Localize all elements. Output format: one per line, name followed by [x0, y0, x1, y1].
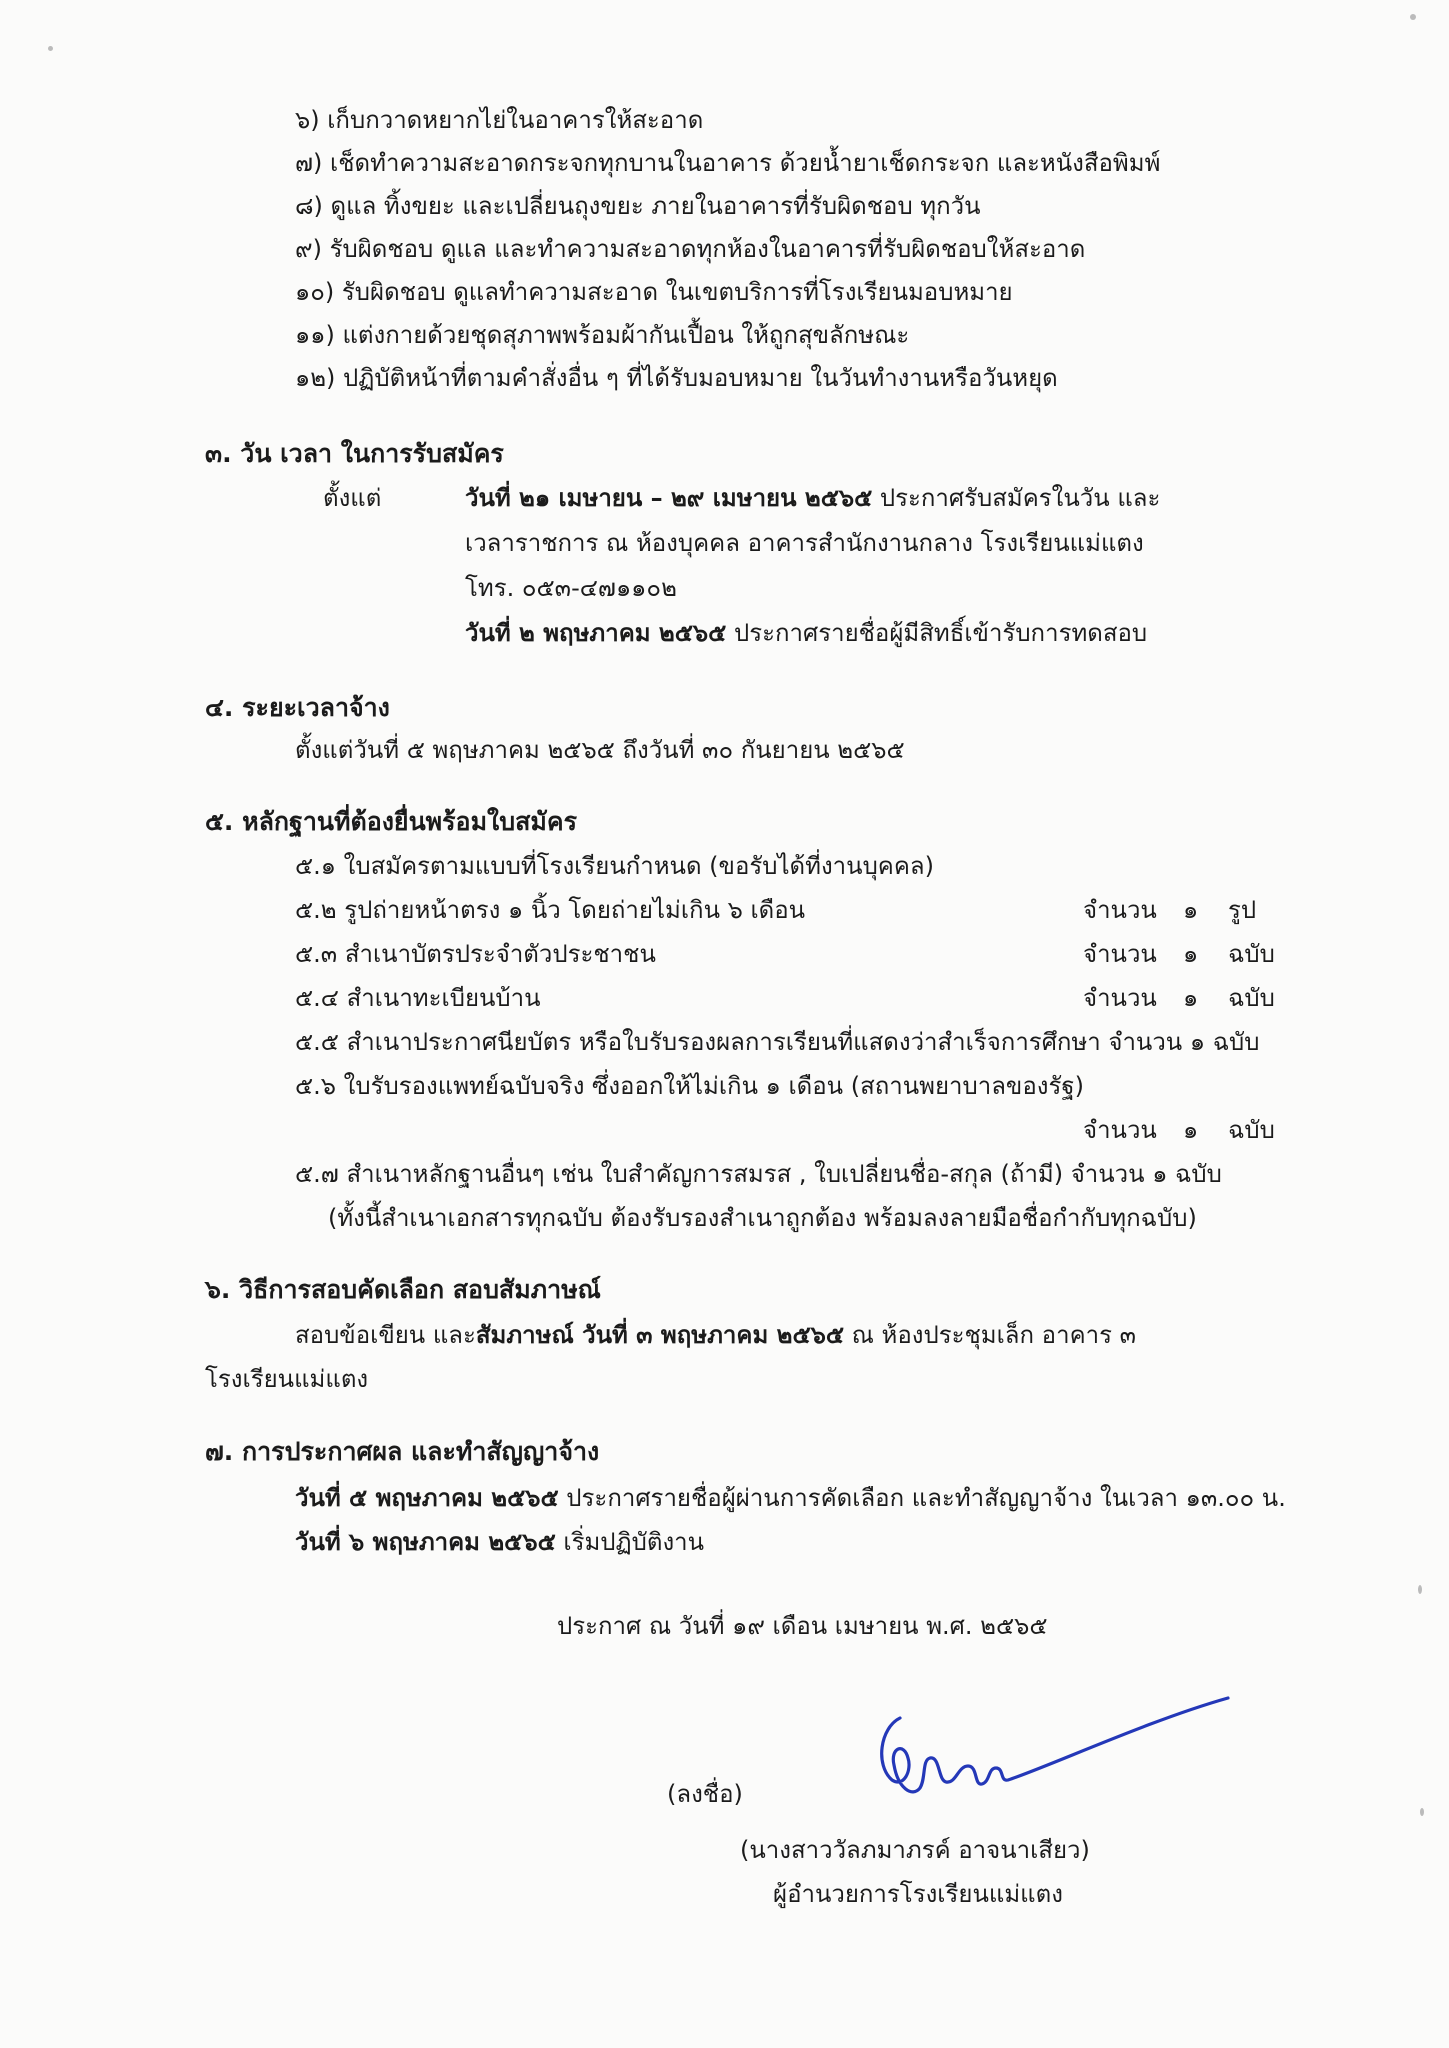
qty-num-5-6: ๑	[1183, 1116, 1199, 1144]
section5-heading: ๕. หลักฐานที่ต้องยื่นพร้อมใบสมัคร	[205, 807, 578, 836]
duty-7: ๗) เช็ดทำความสะอาดกระจกทุกบานในอาคาร ด้วยน้ำยาเช็ดกระจก และหนังสือพิมพ์	[295, 149, 1161, 177]
section6-heading: ๖. วิธีการสอบคัดเลือก สอบสัมภาษณ์	[205, 1275, 601, 1304]
section4-text: ตั้งแต่วันที่ ๕ พฤษภาคม ๒๕๖๕ ถึงวันที่ ๓๐ กันยายน ๒๕๖๕	[295, 736, 905, 764]
signature-stroke	[882, 1698, 1228, 1792]
section7-line2-text: เริ่มปฏิบัติงาน	[555, 1528, 705, 1556]
duty-10: ๑๐) รับผิดชอบ ดูแลทำความสะอาด ในเขตบริการที่โรงเรียนมอบหมาย	[295, 278, 1013, 306]
section3-date2	[465, 617, 1147, 649]
scan-speck	[1420, 1808, 1424, 1816]
doc-item-5-2: ๕.๒ รูปถ่ายหน้าตรง ๑ นิ้ว โดยถ่ายไม่เกิน ๖ เดือน	[295, 896, 806, 924]
doc-item-5-6: ๕.๖ ใบรับรองแพทย์ฉบับจริง ซึ่งออกให้ไม่เกิน ๑ เดือน (สถานพยาบาลของรัฐ)	[295, 1072, 1084, 1100]
duty-12: ๑๒) ปฏิบัติหน้าที่ตามคำสั่งอื่น ๆ ที่ได้รับมอบหมาย ในวันทำงานหรือวันหยุด	[295, 364, 1058, 392]
section3-date2-bold: วันที่ ๒ พฤษภาคม ๒๕๖๕	[465, 619, 727, 647]
section6-text-c: ณ ห้องประชุมเล็ก อาคาร ๓	[844, 1321, 1137, 1349]
section7-heading: ๗. การประกาศผล และทำสัญญาจ้าง	[205, 1437, 600, 1466]
section7-line2	[295, 1526, 704, 1558]
signer-name: (นางสาววัลภมาภรค์ อาจนาเสียว)	[740, 1836, 1090, 1864]
section4-heading: ๔. ระยะเวลาจ้าง	[205, 693, 390, 722]
qty-num-5-2: ๑	[1183, 896, 1199, 924]
doc-item-5-3: ๕.๓ สำเนาบัตรประจำตัวประชาชน	[295, 940, 656, 968]
section3-phone: โทร. ๐๕๓-๔๗๑๑๐๒	[465, 574, 677, 602]
section3-line2: เวลาราชการ ณ ห้องบุคคล อาคารสำนักงานกลาง โรงเรียนแม่แตง	[465, 529, 1144, 557]
qty-unit-5-6: ฉบับ	[1228, 1116, 1275, 1144]
doc-item-5-1: ๕.๑ ใบสมัครตามแบบที่โรงเรียนกำหนด (ขอรับได้ที่งานบุคคล)	[295, 852, 934, 880]
signature-image	[860, 1670, 1240, 1820]
section7-line1-bold: วันที่ ๕ พฤษภาคม ๒๕๖๕	[295, 1484, 559, 1512]
section7-line1-text: ประกาศรายชื่อผู้ผ่านการคัดเลือก และทำสัญญาจ้าง ในเวลา ๑๓.๐๐ น.	[558, 1484, 1286, 1512]
qty-unit-5-4: ฉบับ	[1228, 984, 1275, 1012]
qty-unit-5-3: ฉบับ	[1228, 940, 1275, 968]
qty-num-5-4: ๑	[1183, 984, 1199, 1012]
announce-date: ประกาศ ณ วันที่ ๑๙ เดือน เมษายน พ.ศ. ๒๕๖๕	[557, 1612, 1048, 1640]
duty-6: ๖) เก็บกวาดหยากไย่ในอาคารให้สะอาด	[295, 106, 704, 134]
doc-item-5-5: ๕.๕ สำเนาประกาศนียบัตร หรือใบรับรองผลการเรียนที่แสดงว่าสำเร็จการศึกษา จำนวน ๑ ฉบับ	[295, 1028, 1260, 1056]
qty-label-5-2: จำนวน	[1083, 896, 1157, 924]
signer-position: ผู้อำนวยการโรงเรียนแม่แตง	[773, 1880, 1063, 1908]
scan-speck	[1418, 1585, 1422, 1594]
doc-item-5-7: ๕.๗ สำเนาหลักฐานอื่นๆ เช่น ใบสำคัญการสมรส , ใบเปลี่ยนชื่อ-สกุล (ถ้ามี) จำนวน ๑ ฉบับ	[295, 1160, 1222, 1188]
section7-line1	[295, 1482, 1286, 1514]
qty-unit-5-2: รูป	[1228, 896, 1257, 924]
section7-line2-bold: วันที่ ๖ พฤษภาคม ๒๕๖๕	[295, 1528, 556, 1556]
qty-label-5-3: จำนวน	[1083, 940, 1157, 968]
doc-item-5-4: ๕.๔ สำเนาทะเบียนบ้าน	[295, 984, 541, 1012]
qty-num-5-3: ๑	[1183, 940, 1199, 968]
section3-heading: ๓. วัน เวลา ในการรับสมัคร	[205, 439, 504, 468]
section6-text	[295, 1319, 1136, 1351]
scan-speck	[1410, 14, 1416, 20]
section6-line2: โรงเรียนแม่แตง	[205, 1365, 369, 1393]
qty-label-5-4: จำนวน	[1083, 984, 1157, 1012]
section3-date1	[465, 482, 1160, 514]
sign-label: (ลงชื่อ)	[667, 1780, 743, 1808]
section3-date1-bold: วันที่ ๒๑ เมษายน – ๒๙ เมษายน ๒๕๖๕	[465, 484, 873, 512]
section6-text-b: สัมภาษณ์ วันที่ ๓ พฤษภาคม ๒๕๖๕	[475, 1321, 844, 1349]
qty-label-5-6: จำนวน	[1083, 1116, 1157, 1144]
doc-note: (ทั้งนี้สำเนาเอกสารทุกฉบับ ต้องรับรองสำเนาถูกต้อง พร้อมลงลายมือชื่อกำกับทุกฉบับ)	[328, 1204, 1197, 1232]
section3-date2-text: ประกาศรายชื่อผู้มีสิทธิ์เข้ารับการทดสอบ	[726, 619, 1148, 647]
duty-9: ๙) รับผิดชอบ ดูแล และทำความสะอาดทุกห้องในอาคารที่รับผิดชอบให้สะอาด	[295, 235, 1086, 263]
duty-8: ๘) ดูแล ทิ้งขยะ และเปลี่ยนถุงขยะ ภายในอาคารที่รับผิดชอบ ทุกวัน	[295, 192, 981, 220]
duty-11: ๑๑) แต่งกายด้วยชุดสุภาพพร้อมผ้ากันเปื้อน ให้ถูกสุขลักษณะ	[295, 321, 910, 349]
section3-since-label: ตั้งแต่	[323, 484, 382, 512]
section6-text-a: สอบข้อเขียน และ	[295, 1321, 476, 1349]
scan-speck	[48, 46, 53, 51]
section3-date1-text: ประกาศรับสมัครในวัน และ	[872, 484, 1161, 512]
